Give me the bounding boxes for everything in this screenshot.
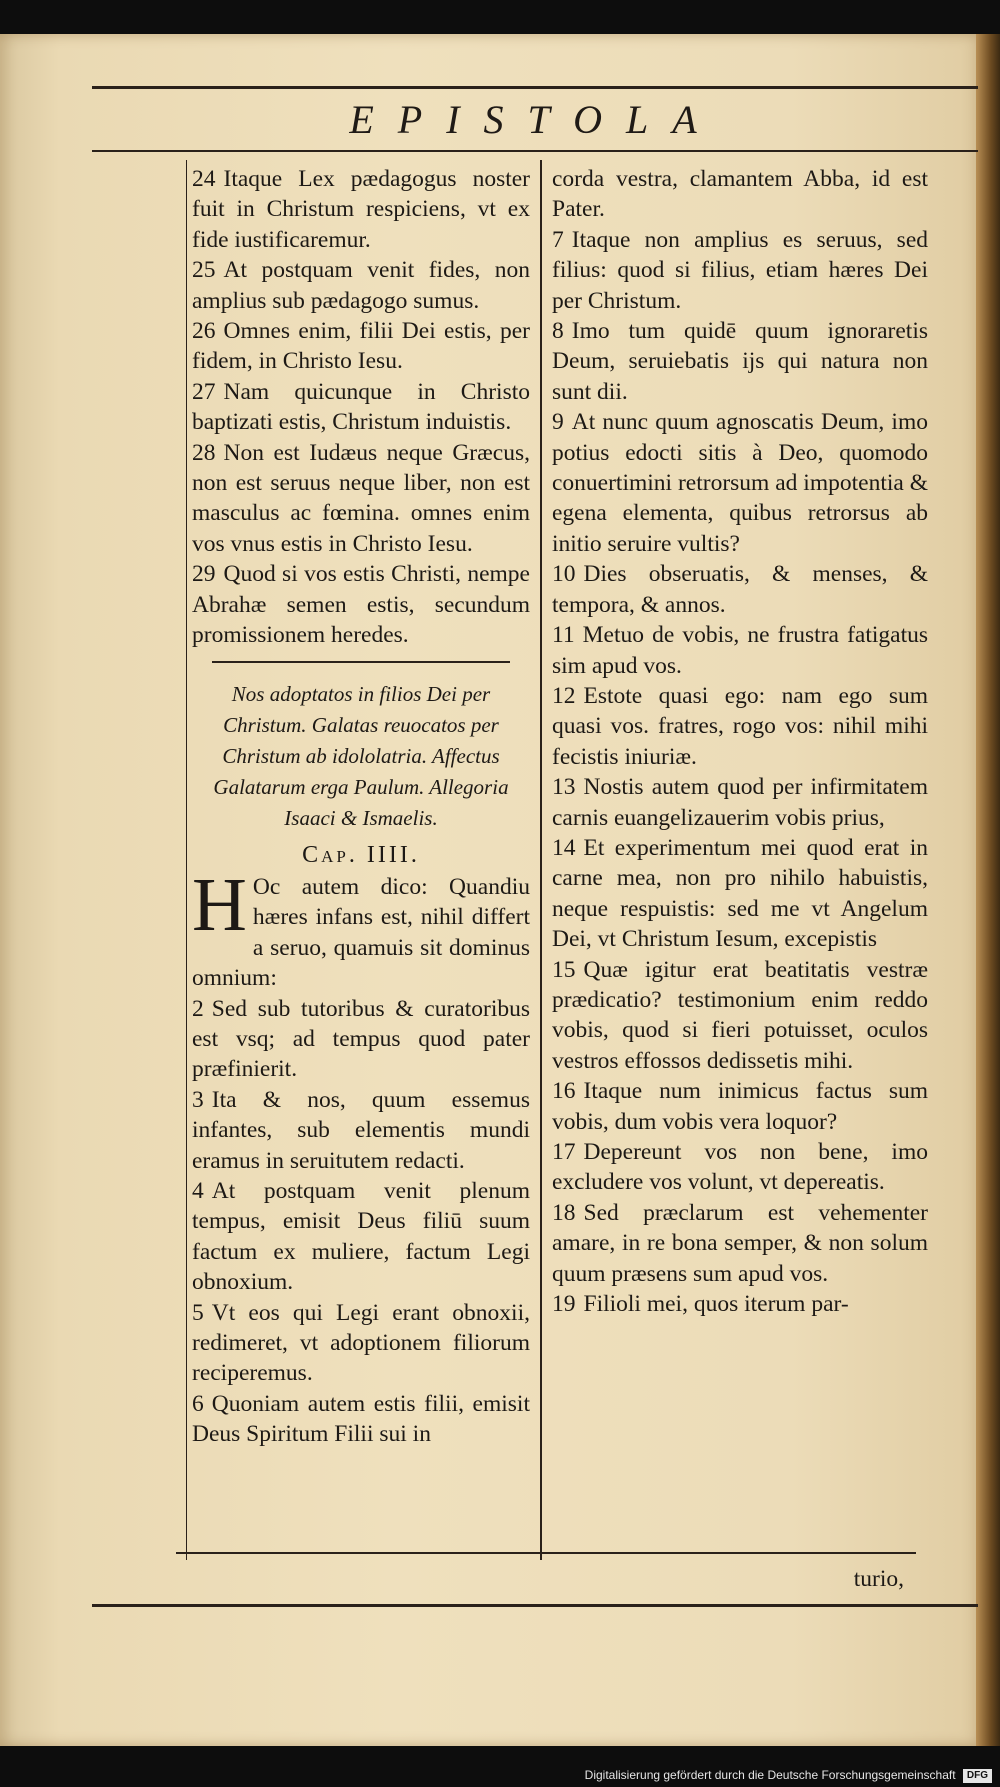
verse — [552, 164, 928, 225]
verse-number: 15 — [552, 956, 576, 983]
verse-number: 2 — [192, 995, 204, 1022]
verse — [552, 1137, 928, 1198]
verse-text: Itaque Lex pædagogus noster fuit in Christum respiciens, vt ex fide iustificaremur. — [192, 166, 530, 253]
verse-text: Depereunt vos non bene, imo excludere vos volunt, vt depereatis. — [552, 1139, 928, 1196]
verse — [552, 772, 928, 833]
verse-number: 28 — [192, 439, 216, 466]
verse-number: 10 — [552, 561, 576, 588]
verse-number: 24 — [192, 166, 216, 192]
verse — [192, 1085, 530, 1176]
verse-text: Quod si vos estis Christi, nempe Abrahæ semen estis, secundum promissionem heredes. — [192, 561, 530, 649]
verse-text: Estote quasi ego: nam ego sum quasi vos. fratres, rogo vos: nihil mihi fecistis iniuriæ. — [552, 682, 928, 770]
verse — [552, 1076, 928, 1137]
verse-number: 18 — [552, 1199, 576, 1226]
verse-number: 4 — [192, 1177, 204, 1204]
verse-text: Et experimentum mei quod erat in carne mea, non pro nihilo habuistis, neque respuistis: sed me vt Angelum Dei, vt Christum Iesum, excepistis — [552, 834, 928, 953]
chapter-heading: Cap. IIII. — [302, 841, 420, 868]
verse-number: 3 — [192, 1086, 204, 1113]
verse-text: Dies obseruatis, & menses, & tempora, & annos. — [552, 561, 928, 618]
verse-text: Metuo de vobis, ne frustra fatigatus sim apud vos. — [552, 622, 928, 679]
verse-text: Sed sub tutoribus & curatoribus est vsq; ad tempus quod pater præfinierit. — [192, 995, 530, 1083]
verse — [552, 681, 928, 772]
verse — [192, 862, 530, 994]
verse-number: 27 — [192, 378, 216, 405]
verse — [192, 559, 530, 650]
verse — [552, 833, 928, 955]
column-divider — [540, 160, 542, 1560]
verse-text: Itaque non amplius es seruus, sed filius: quod si filius, etiam hæres Dei per Christum. — [552, 226, 928, 314]
verse-text: At postquam venit plenum tempus, emisit Deus filiū suum factum ex muliere, factum Legi obnoxium. — [192, 1177, 530, 1296]
bottom-rule — [176, 1552, 916, 1554]
verse-number: 26 — [192, 318, 216, 345]
verse-text: Vt eos qui Legi erant obnoxii, redimeret, vt adoptionem filiorum reciperemus. — [192, 1299, 530, 1387]
verse-text: Oc autem dico: Quandiu hæres infans est, nihil differt a seruo, quamuis sit dominus omnium: — [192, 873, 530, 992]
right-verses — [552, 164, 928, 1319]
verse — [552, 620, 928, 681]
footer-rule — [92, 1604, 978, 1607]
verse-text: At postquam venit fides, non amplius sub pædagogo sumus. — [192, 257, 530, 314]
verse-number: 13 — [552, 774, 576, 801]
verse — [552, 316, 928, 407]
verse-number: 14 — [552, 834, 576, 861]
left-margin-line — [186, 160, 187, 1560]
verse — [192, 1176, 530, 1298]
verse-text: Imo tum quidē quum ignoraretis Deum, seruiebatis ijs qui natura non sunt dii. — [552, 318, 928, 405]
verse-text: Non est Iudæus neque Græcus, non est seruus neque liber, non est masculus ac fœmina. omnes enim vos vnus estis in Christo Iesu. — [192, 439, 530, 557]
verse-number: 9 — [552, 409, 564, 436]
verse-text: Filioli mei, quos iterum par- — [583, 1291, 849, 1318]
verse — [552, 1198, 928, 1289]
verse-number: 5 — [192, 1299, 204, 1326]
top-rule — [92, 86, 978, 89]
right-column — [552, 164, 928, 1319]
dfg-logo: DFG — [963, 1769, 992, 1783]
verse — [192, 438, 530, 560]
verse — [192, 316, 530, 377]
verse-text: Nam quicunque in Christo baptizati estis, Christum induistis. — [192, 378, 530, 436]
verse — [192, 1389, 530, 1450]
chapter-summary: Nos adoptatos in filios Dei per Christum. Galatas reuocatos per Christum ab idololatria. Affectus Galatarum erga Paulum. Allegoria Isaaci & Ismaelis. — [213, 681, 509, 830]
running-header: EPISTOLA — [349, 97, 721, 142]
verse-text: Itaque num inimicus factus sum vobis, dum vobis vera loquor? — [552, 1078, 928, 1135]
verse — [192, 255, 530, 316]
verse — [552, 225, 928, 316]
verse-text: Nostis autem quod per infirmitatem carnis euangelizauerim vobis prius, — [552, 774, 928, 831]
verse-text: Quæ igitur erat beatitatis vestræ prædicatio? testimonium enim reddo vobis, quod si fieri potuisset, oculos vestros effossos dedissetis mihi. — [552, 956, 928, 1074]
verse — [552, 559, 928, 620]
verse — [552, 1289, 928, 1319]
left-column — [192, 164, 530, 1450]
verse-text: Sed præclarum est vehementer amare, in re bona semper, & non solum quum præsens sum apud vos. — [552, 1199, 928, 1287]
digitization-footer — [585, 1768, 992, 1783]
verse-number: 25 — [192, 257, 216, 284]
verse — [552, 955, 928, 1077]
verse — [192, 994, 530, 1085]
section-rule — [212, 661, 510, 663]
verse-number: 16 — [552, 1078, 576, 1105]
verse-text: corda vestra, clamantem Abba, id est Pater. — [552, 166, 928, 223]
verse-number: 12 — [552, 682, 576, 709]
verse-text: Ita & nos, quum essemus infantes, sub elementis mundi eramus in seruitutem redacti. — [192, 1086, 530, 1174]
header-rule — [92, 150, 978, 152]
verse — [192, 1298, 530, 1389]
verse-number: 29 — [192, 561, 216, 588]
verse-number: 8 — [552, 318, 564, 345]
verse-text: Omnes enim, filii Dei estis, per fidem, in Christo Iesu. — [192, 318, 530, 375]
verse-number: 19 — [552, 1291, 576, 1318]
verse — [192, 377, 530, 438]
verse-number: 11 — [552, 622, 575, 649]
verse — [192, 164, 530, 255]
footer-text: Digitalisierung gefördert durch die Deutsche Forschungsgemeinschaft — [584, 1768, 956, 1783]
verse-number: 7 — [552, 226, 564, 253]
verse — [552, 407, 928, 559]
drop-cap: H — [192, 862, 247, 947]
chapter-verses — [192, 862, 530, 1450]
page-edge — [976, 34, 1000, 1746]
catchword: turio, — [853, 1566, 904, 1592]
verse-text: At nunc quum agnoscatis Deum, imo potius edocti sitis à Deo, quomodo conuertimini retrorsum ad impotentia & egena elementa, quibus retrorsus ab initio seruire vultis? — [552, 409, 928, 557]
left-verses — [192, 164, 530, 651]
verse-number: 6 — [192, 1390, 204, 1417]
verse-text: Quoniam autem estis filii, emisit Deus Spiritum Filii sui in — [192, 1390, 530, 1448]
verse-number: 17 — [552, 1139, 576, 1165]
